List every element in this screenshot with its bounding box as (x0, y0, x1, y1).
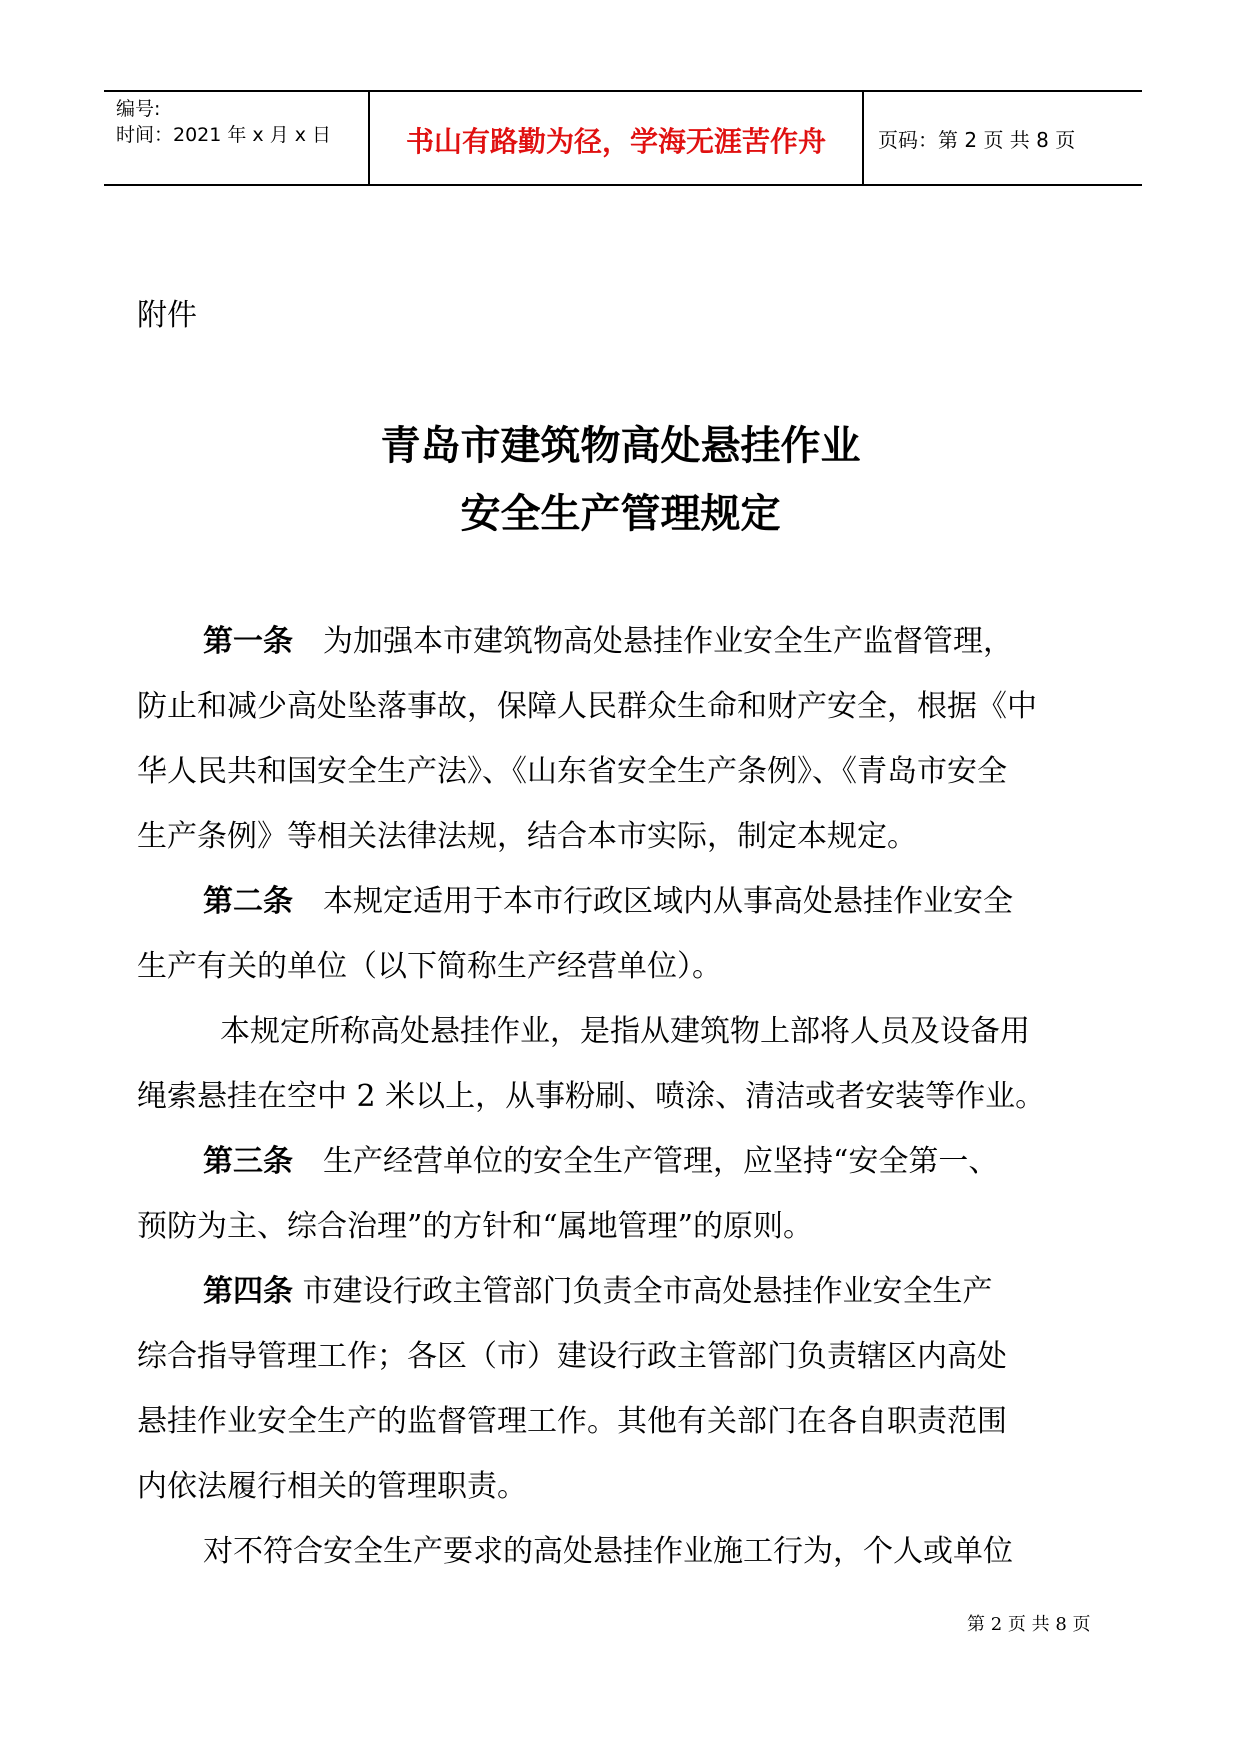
document-header (104, 90, 1142, 186)
article-4-line-3: 悬挂作业安全生产的监督管理工作。其他有关部门在各自职责范围 (137, 1404, 1007, 1439)
document-title-line-1: 青岛市建筑物高处悬挂作业 (380, 422, 861, 469)
annex-label: 附件 (137, 298, 197, 333)
article-3-line-2: 预防为主、综合治理”的方针和“属地管理”的原则。 (137, 1209, 814, 1244)
article-1-line-4: 生产条例》等相关法律法规，结合本市实际，制定本规定。 (137, 819, 917, 854)
article-2-heading: 第二条 (203, 884, 293, 919)
article-2-para-2-line-2: 绳索悬挂在空中 2 米以上，从事粉刷、喷涂、清洁或者安装等作业。 (137, 1079, 1046, 1114)
document-title-line-2: 安全生产管理规定 (460, 490, 781, 537)
article-3-heading: 第三条 (203, 1144, 293, 1179)
article-1-line-2: 防止和减少高处坠落事故，保障人民群众生命和财产安全，根据《中 (137, 689, 1037, 724)
article-1-line-1 (203, 616, 1013, 660)
article-2-line-1 (203, 876, 1013, 920)
article-2-para-2-line-1: 本规定所称高处悬挂作业，是指从建筑物上部将人员及设备用 (220, 1014, 1030, 1049)
article-1-heading: 第一条 (203, 624, 293, 659)
header-motto-cell (370, 92, 864, 184)
header-page-number: 页码：第 2 页 共 8 页 (878, 128, 1076, 152)
article-4-line-4: 内依法履行相关的管理职责。 (137, 1469, 527, 1504)
article-2-line-2: 生产有关的单位（以下简称生产经营单位）。 (137, 949, 722, 984)
paragraph-5-line-1: 对不符合安全生产要求的高处悬挂作业施工行为，个人或单位 (203, 1534, 1013, 1569)
motto-text: 书山有路勤为径，学海无涯苦作舟 (405, 125, 826, 158)
article-3-text: 生产经营单位的安全生产管理，应坚持“安全第一、 (293, 1144, 999, 1179)
header-page-cell (864, 92, 1142, 184)
article-1-line-3: 华人民共和国安全生产法》、《山东省安全生产条例》、《青岛市安全 (137, 754, 1007, 789)
header-info-cell (104, 92, 370, 184)
footer-page-number: 第 2 页 共 8 页 (967, 1614, 1091, 1635)
article-4-line-2: 综合指导管理工作；各区（市）建设行政主管部门负责辖区内高处 (137, 1339, 1007, 1374)
article-1-text: 为加强本市建筑物高处悬挂作业安全生产监督管理， (293, 624, 1013, 659)
date-label: 时间：2021 年 x 月 x 日 (116, 124, 332, 146)
serial-number-label: 编号: (116, 98, 161, 120)
article-4-line-1 (203, 1266, 993, 1310)
article-2-text: 本规定适用于本市行政区域内从事高处悬挂作业安全 (293, 884, 1013, 919)
article-4-text: 市建设行政主管部门负责全市高处悬挂作业安全生产 (293, 1274, 993, 1309)
article-3-line-1 (203, 1136, 998, 1180)
article-4-heading: 第四条 (203, 1274, 293, 1309)
